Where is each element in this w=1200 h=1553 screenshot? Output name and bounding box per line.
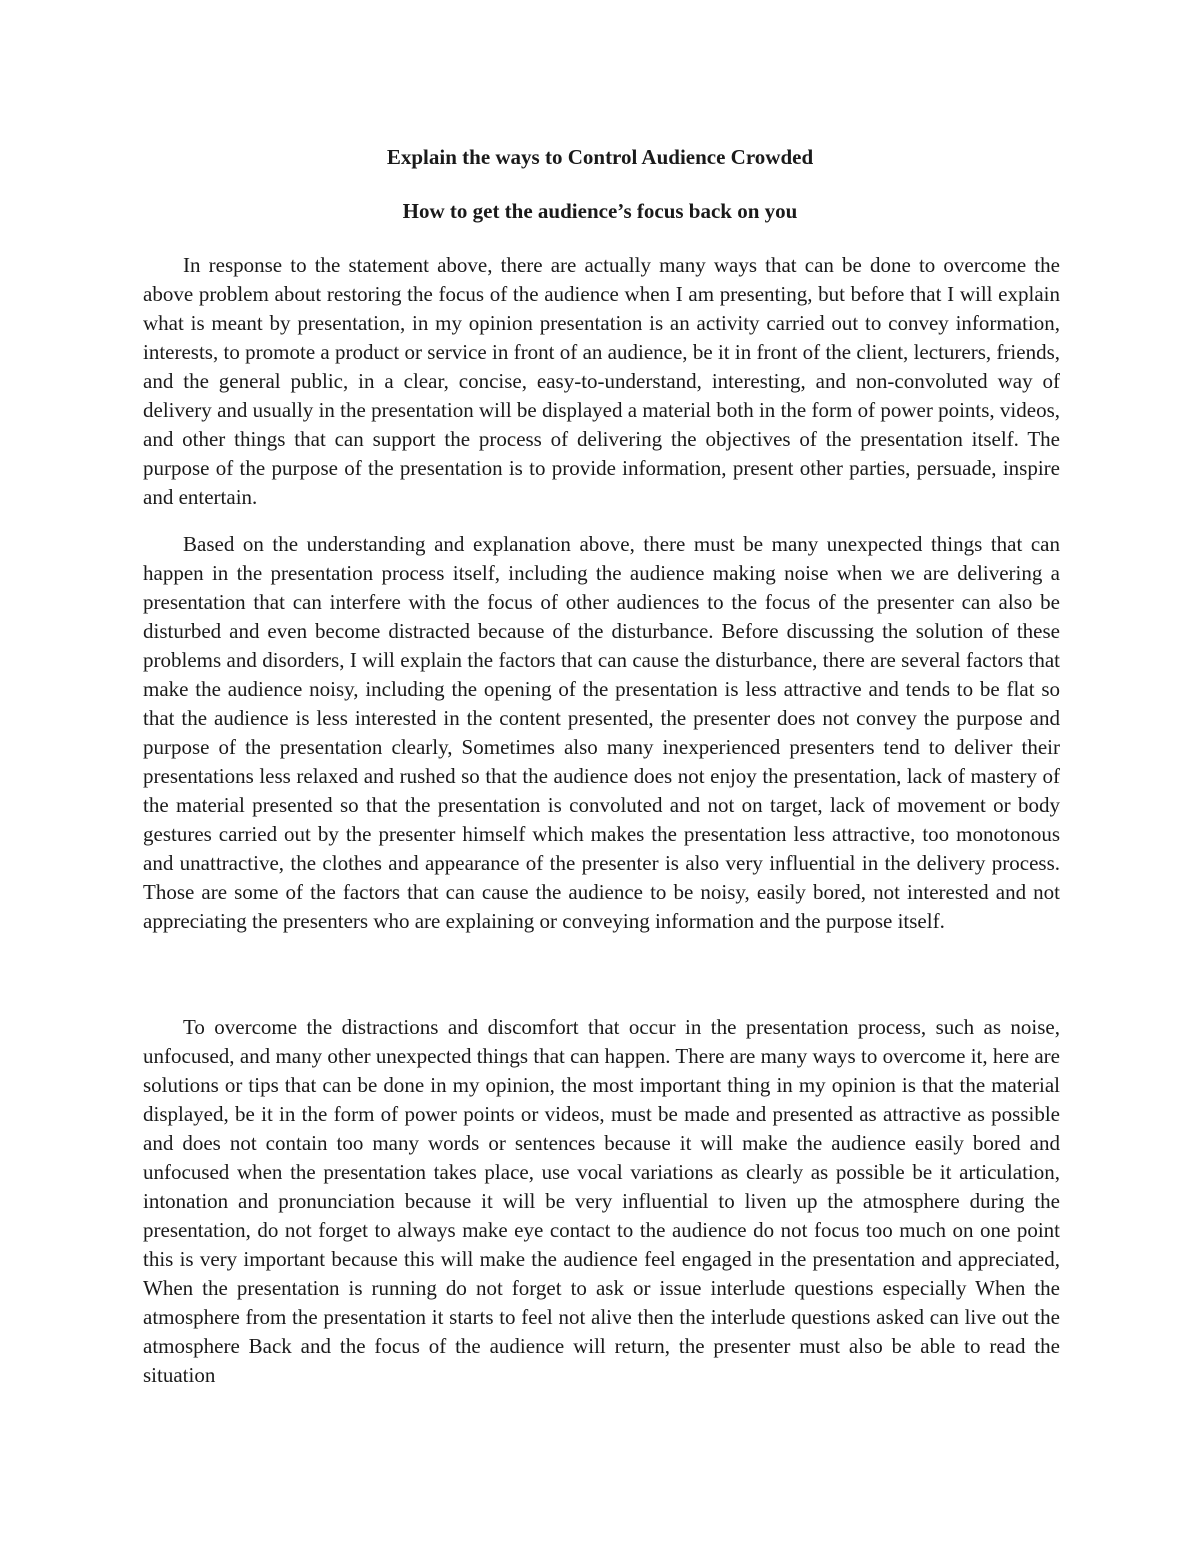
document-title: Explain the ways to Control Audience Crowded (386, 145, 814, 169)
document-subtitle: How to get the audience’s focus back on you (402, 199, 798, 223)
paragraph-1: In response to the statement above, there are actually many ways that can be done to overcome the above problem about restoring the focus of the audience when I am presenting, but before that I will explain what is meant by presentation, in my opinion presentation is an activity carried out to convey information, interests, to promote a product or service in front of an audience, be it in front of the client, lecturers, friends, and the general public, in a clear, concise, easy-to-understand, interesting, and non-convoluted way of delivery and usually in the presentation will be displayed a material both in the form of power points, videos, and other things that can support the process of delivering the objectives of the presentation itself. The purpose of the purpose of the presentation is to provide information, present other parties, persuade, inspire and entertain. (143, 253, 1060, 509)
paragraph-2: Based on the understanding and explanation above, there must be many unexpected things that can happen in the presentation process itself, including the audience making noise when we are delivering a presentation that can interfere with the focus of other audiences to the focus of the presenter can also be disturbed and even become distracted because of the disturbance. Before discussing the solution of these problems and disorders, I will explain the factors that can cause the disturbance, there are several factors that make the audience noisy, including the opening of the presentation is less attractive and tends to be flat so that the audience is less interested in the content presented, the presenter does not convey the purpose and purpose of the presentation clearly, Sometimes also many inexperienced presenters tend to deliver their presentations less relaxed and rushed so that the audience does not enjoy the presentation, lack of mastery of the material presented so that the presentation is convoluted and not on target, lack of movement or body gestures carried out by the presenter himself which makes the presentation less attractive, too monotonous and unattractive, the clothes and appearance of the presenter is also very influential in the delivery process. Those are some of the factors that can cause the audience to be noisy, easily bored, not interested and not appreciating the presenters who are explaining or conveying information and the purpose itself. (143, 532, 1060, 933)
paragraph-3: To overcome the distractions and discomfort that occur in the presentation process, such as noise, unfocused, and many other unexpected things that can happen. There are many ways to overcome it, here are solutions or tips that can be done in my opinion, the most important thing in my opinion is that the material displayed, be it in the form of power points or videos, must be made and presented as attractive as possible and does not contain too many words or sentences because it will make the audience easily bored and unfocused when the presentation takes place, use vocal variations as clearly as possible be it articulation, intonation and pronunciation because it will be very influential to liven up the atmosphere during the presentation, do not forget to always make eye contact to the audience do not focus too much on one point this is very important because this will make the audience feel engaged in the presentation and appreciated, When the presentation is running do not forget to ask or issue interlude questions especially When the atmosphere from the presentation it starts to feel not alive then the interlude questions asked can live out the atmosphere Back and the focus of the audience will return, the presenter must also be able to read the situation (143, 1015, 1060, 1387)
